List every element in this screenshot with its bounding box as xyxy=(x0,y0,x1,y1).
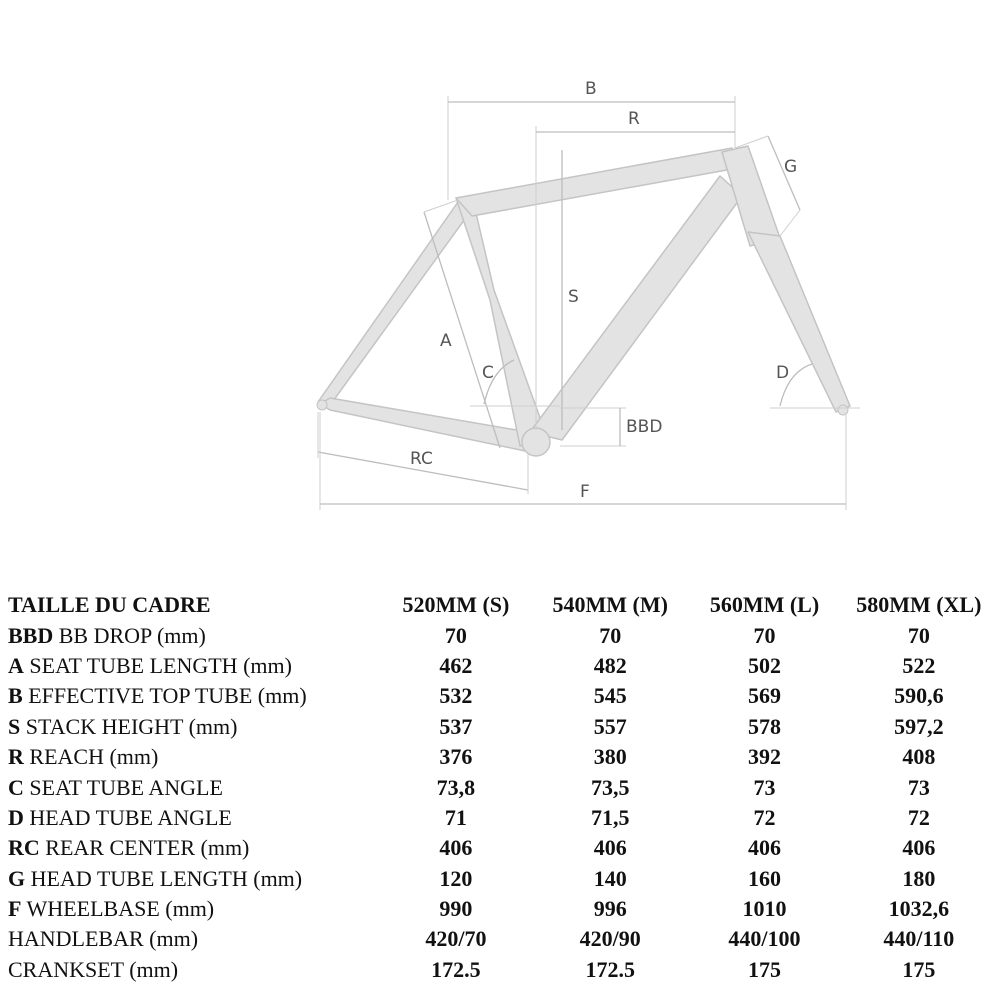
label-a: A xyxy=(440,331,452,351)
row-value: 545 xyxy=(593,683,627,709)
row-value: 72 xyxy=(907,804,930,830)
fork xyxy=(748,232,850,412)
row-value: 160 xyxy=(747,865,781,891)
row-label xyxy=(8,772,379,802)
row-value: 70 xyxy=(907,622,930,648)
row-value: 420/70 xyxy=(425,926,487,952)
row-value: 73,5 xyxy=(590,774,630,800)
row-value: 522 xyxy=(902,652,936,678)
row-value: 557 xyxy=(593,713,627,739)
label-r: R xyxy=(628,109,640,129)
row-label xyxy=(8,712,379,742)
top-tube xyxy=(456,148,738,216)
row-value: 420/90 xyxy=(579,926,641,952)
row-code: A xyxy=(8,652,24,678)
table-row xyxy=(8,742,996,772)
row-value: 996 xyxy=(593,896,627,922)
row-name: HEAD TUBE LENGTH (mm) xyxy=(25,865,303,891)
seat-tube xyxy=(456,196,548,446)
row-value: 569 xyxy=(747,683,781,709)
size-header-m: 540MM (M) xyxy=(552,592,668,618)
row-label xyxy=(8,894,379,924)
row-value: 990 xyxy=(439,896,473,922)
size-header-l: 560MM (L) xyxy=(709,592,820,618)
row-name: HANDLEBAR (mm) xyxy=(8,926,199,952)
label-g: G xyxy=(784,157,798,177)
row-value: 482 xyxy=(593,652,627,678)
row-code: BBD xyxy=(8,622,54,648)
row-name: SEAT TUBE ANGLE xyxy=(23,774,223,800)
row-label xyxy=(8,742,379,772)
table-row xyxy=(8,772,996,802)
label-c: C xyxy=(482,363,494,383)
row-value: 175 xyxy=(747,956,781,982)
row-value: 578 xyxy=(747,713,781,739)
table-row xyxy=(8,894,996,924)
row-code: C xyxy=(8,774,24,800)
row-name: REACH (mm) xyxy=(23,744,159,770)
row-label xyxy=(8,864,379,894)
row-value: 440/100 xyxy=(728,926,801,952)
row-value: 406 xyxy=(902,835,936,861)
row-value: 406 xyxy=(593,835,627,861)
label-d: D xyxy=(776,363,790,383)
table-row xyxy=(8,833,996,863)
seat-stay xyxy=(318,202,470,408)
row-value: 172.5 xyxy=(431,956,481,982)
row-name: EFFECTIVE TOP TUBE (mm) xyxy=(22,683,307,709)
row-value: 72 xyxy=(753,804,776,830)
row-name: BB DROP (mm) xyxy=(53,622,206,648)
table-row xyxy=(8,803,996,833)
table-header-row xyxy=(8,590,996,620)
rear-dropout xyxy=(317,400,327,410)
row-label xyxy=(8,681,379,711)
geometry-table xyxy=(8,590,996,985)
row-label xyxy=(8,833,379,863)
label-bbd: BBD xyxy=(626,417,663,437)
size-header-xl: 580MM (XL) xyxy=(856,592,982,618)
row-value: 406 xyxy=(747,835,781,861)
row-name: CRANKSET (mm) xyxy=(8,956,179,982)
row-value: 180 xyxy=(902,865,936,891)
row-label xyxy=(8,955,379,985)
row-value: 376 xyxy=(439,744,473,770)
front-dropout xyxy=(838,405,848,415)
row-value: 408 xyxy=(902,744,936,770)
label-rc: RC xyxy=(410,449,433,469)
row-label xyxy=(8,803,379,833)
row-value: 71 xyxy=(444,804,467,830)
row-name: HEAD TUBE ANGLE xyxy=(23,804,232,830)
table-row xyxy=(8,955,996,985)
row-value: 406 xyxy=(439,835,473,861)
row-value: 502 xyxy=(747,652,781,678)
row-name: WHEELBASE (mm) xyxy=(21,896,215,922)
label-s: S xyxy=(568,287,579,307)
row-name: STACK HEIGHT (mm) xyxy=(20,713,238,739)
size-header-s: 520MM (S) xyxy=(402,592,510,618)
table-row xyxy=(8,864,996,894)
row-value: 590,6 xyxy=(894,683,944,709)
row-value: 597,2 xyxy=(894,713,944,739)
table-row xyxy=(8,681,996,711)
row-value: 532 xyxy=(439,683,473,709)
table-row xyxy=(8,651,996,681)
row-value: 462 xyxy=(439,652,473,678)
bike-frame xyxy=(317,146,850,456)
row-value: 120 xyxy=(439,865,473,891)
row-value: 71,5 xyxy=(590,804,630,830)
row-value: 70 xyxy=(599,622,622,648)
row-value: 440/110 xyxy=(883,926,955,952)
row-value: 73 xyxy=(753,774,776,800)
row-value: 537 xyxy=(439,713,473,739)
table-row xyxy=(8,712,996,742)
row-code: G xyxy=(8,865,26,891)
row-value: 73 xyxy=(907,774,930,800)
row-code: D xyxy=(8,804,24,830)
row-value: 392 xyxy=(747,744,781,770)
row-label xyxy=(8,620,379,650)
table-row xyxy=(8,924,996,954)
row-code: S xyxy=(8,713,21,739)
label-f: F xyxy=(580,482,590,502)
row-value: 175 xyxy=(902,956,936,982)
row-value: 1010 xyxy=(742,896,787,922)
row-name: REAR CENTER (mm) xyxy=(39,835,250,861)
row-value: 140 xyxy=(593,865,627,891)
row-code: F xyxy=(8,896,22,922)
frame-size-header: TAILLE DU CADRE xyxy=(8,592,211,618)
row-code: RC xyxy=(8,835,40,861)
row-value: 380 xyxy=(593,744,627,770)
table-row xyxy=(8,620,996,650)
row-value: 73,8 xyxy=(436,774,476,800)
row-label xyxy=(8,924,379,954)
label-b: B xyxy=(585,79,597,99)
row-value: 70 xyxy=(753,622,776,648)
row-value: 70 xyxy=(444,622,467,648)
row-value: 172.5 xyxy=(585,956,635,982)
row-code: R xyxy=(8,744,24,770)
bottom-bracket xyxy=(522,428,550,456)
row-code: B xyxy=(8,683,23,709)
row-label xyxy=(8,651,379,681)
row-value: 1032,6 xyxy=(888,896,950,922)
row-name: SEAT TUBE LENGTH (mm) xyxy=(23,652,292,678)
table-body xyxy=(8,620,996,985)
